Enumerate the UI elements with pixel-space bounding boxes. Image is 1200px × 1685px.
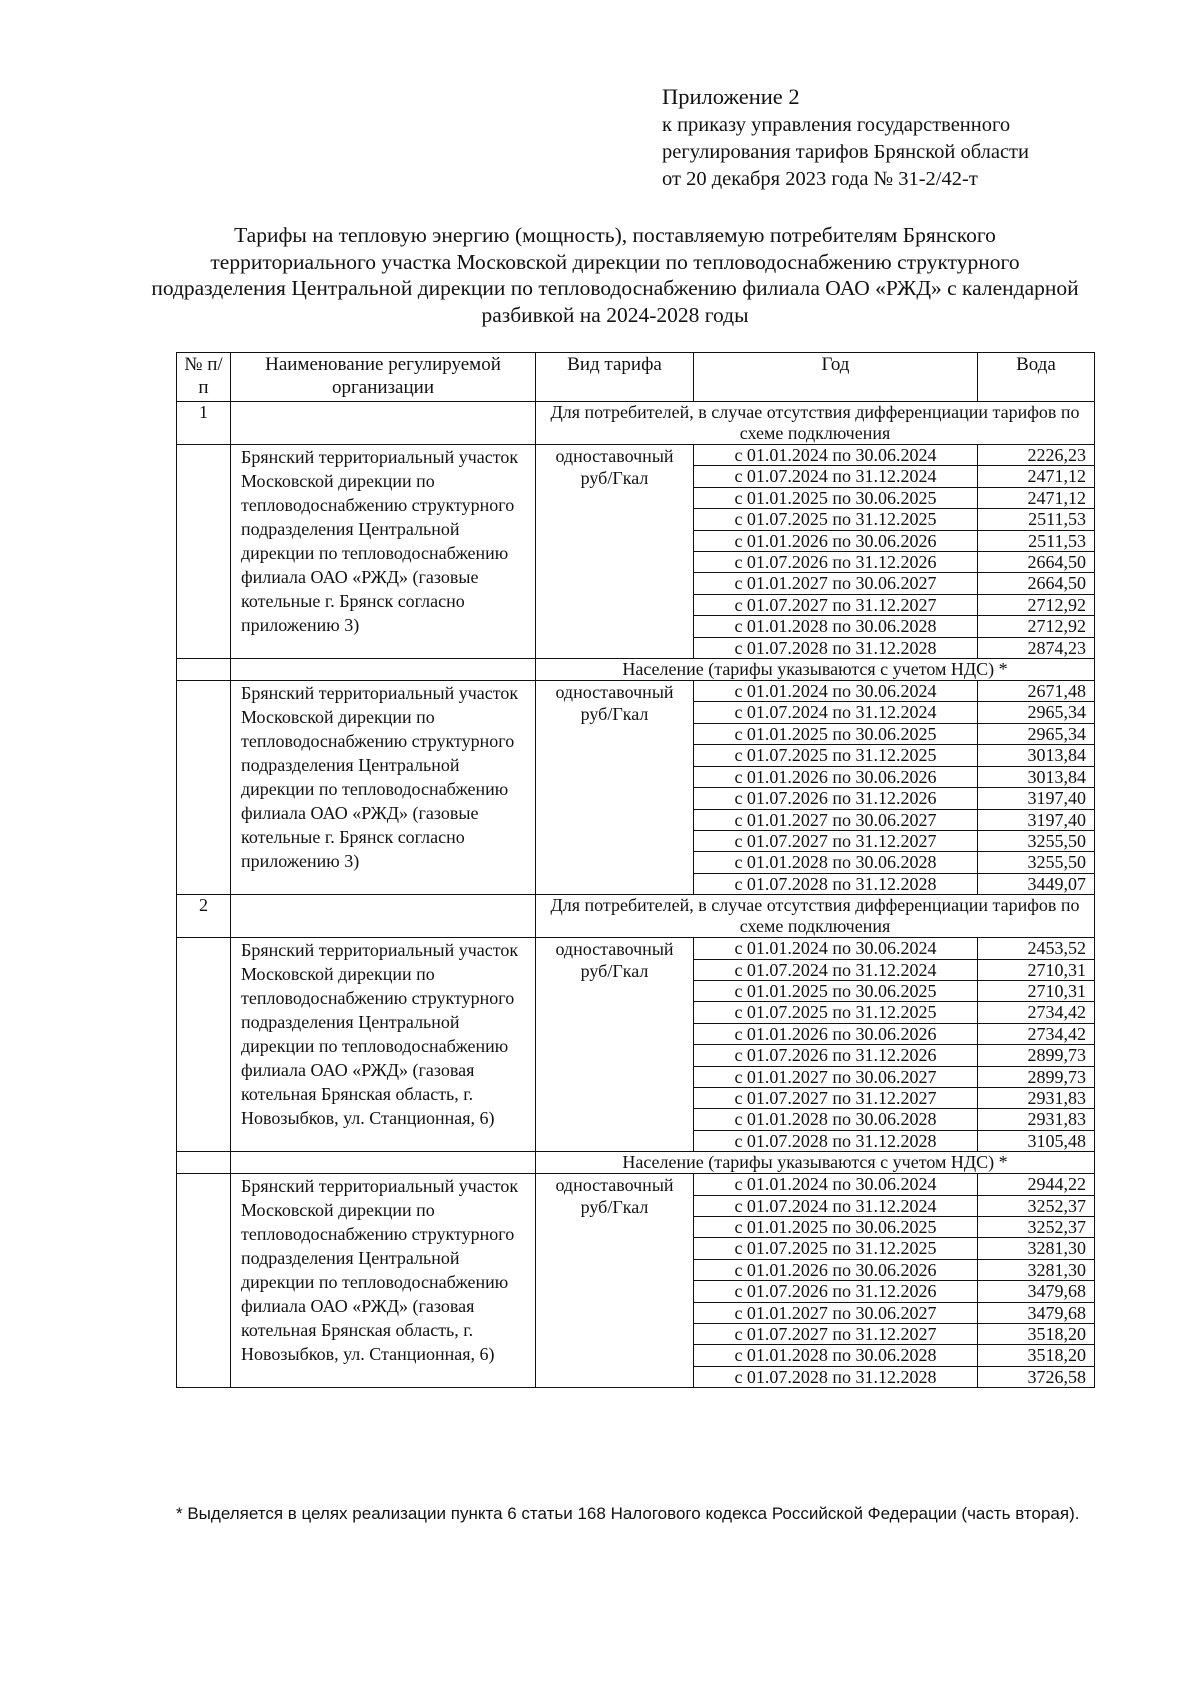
appendix-block	[662, 82, 1029, 193]
tariff-value: 3479,68	[978, 1281, 1095, 1302]
group-number: 1	[177, 402, 231, 445]
tariff-value: 2965,34	[978, 702, 1095, 723]
tariff-value: 3518,20	[978, 1324, 1095, 1345]
row-num-cell	[177, 681, 231, 895]
tariff-period: с 01.01.2027 по 30.06.2027	[694, 1066, 978, 1087]
tariff-value: 2453,52	[978, 938, 1095, 959]
document-title: Тарифы на тепловую энергию (мощность), поставляемую потребителям Брянского территориального участка Московской дирекции по тепловодоснабжению структурного подразделения Центральной дирекции по тепловодоснабжению филиала ОАО «РЖД» с календарной разбивкой на 2024-2028 годы	[151, 223, 1079, 327]
tariff-value: 3281,30	[978, 1238, 1095, 1259]
tariff-value: 2511,53	[978, 509, 1095, 530]
tariff-period: с 01.01.2026 по 30.06.2026	[694, 1259, 978, 1280]
tariff-type: одноставочный руб/Гкал	[536, 1174, 694, 1388]
tariff-value: 3255,50	[978, 830, 1095, 851]
tariff-type: одноставочный руб/Гкал	[536, 445, 694, 659]
tariff-period: с 01.01.2028 по 30.06.2028	[694, 852, 978, 873]
tariff-period: с 01.07.2025 по 31.12.2025	[694, 1238, 978, 1259]
tariff-value: 3726,58	[978, 1366, 1095, 1387]
tariff-type: одноставочный руб/Гкал	[536, 938, 694, 1152]
tariff-value: 2874,23	[978, 637, 1095, 658]
tariff-value: 3479,68	[978, 1302, 1095, 1323]
tariff-value: 3255,50	[978, 852, 1095, 873]
organization-name: Брянский территориальный участок Московской дирекции по тепловодоснабжению структурного подразделения Центральной дирекции по тепловодоснабжению филиала ОАО «РЖД» (газовые котельные г. Брянск согласно приложению 3)	[231, 681, 536, 895]
tariff-period: с 01.01.2027 по 30.06.2027	[694, 1302, 978, 1323]
tariff-period: с 01.07.2026 по 31.12.2026	[694, 788, 978, 809]
tariff-period: с 01.01.2028 по 30.06.2028	[694, 616, 978, 637]
tariff-period: с 01.01.2026 по 30.06.2026	[694, 530, 978, 551]
tariff-value: 2511,53	[978, 530, 1095, 551]
tariff-value: 2226,23	[978, 445, 1095, 466]
tariff-period: с 01.07.2028 по 31.12.2028	[694, 1366, 978, 1387]
tariff-period: с 01.01.2024 по 30.06.2024	[694, 681, 978, 702]
tariff-period: с 01.07.2026 по 31.12.2026	[694, 1281, 978, 1302]
tariff-value: 2734,42	[978, 1023, 1095, 1044]
footnote: * Выделяется в целях реализации пункта 6 статьи 168 Налогового кодекса Российской Федерации (часть вторая).	[176, 1504, 1080, 1523]
group-heading: Для потребителей, в случае отсутствия дифференциации тарифов по схеме подключения	[536, 895, 1095, 938]
tariff-period: с 01.07.2028 по 31.12.2028	[694, 637, 978, 658]
group-blank-cell	[231, 895, 536, 938]
tariff-period: с 01.07.2024 по 31.12.2024	[694, 702, 978, 723]
tariff-value: 2899,73	[978, 1066, 1095, 1087]
group-number: 2	[177, 895, 231, 938]
row-num-cell	[177, 1174, 231, 1388]
header-year: Год	[694, 353, 978, 402]
tariff-value: 2931,83	[978, 1087, 1095, 1108]
header-org: Наименование регулируемой организации	[231, 353, 536, 402]
header-tariff-type: Вид тарифа	[536, 353, 694, 402]
tariff-value: 3518,20	[978, 1345, 1095, 1366]
tariff-value: 2931,83	[978, 1109, 1095, 1130]
tariff-period: с 01.07.2024 по 31.12.2024	[694, 466, 978, 487]
header-num: № п/п	[177, 353, 231, 402]
row-num-cell	[177, 938, 231, 1152]
tariff-period: с 01.01.2027 по 30.06.2027	[694, 809, 978, 830]
tariff-period: с 01.01.2026 по 30.06.2026	[694, 1023, 978, 1044]
group-heading-row	[177, 659, 1095, 681]
tariff-value: 2671,48	[978, 681, 1095, 702]
tariff-value: 2471,12	[978, 466, 1095, 487]
tariff-value: 2712,92	[978, 616, 1095, 637]
table-body	[177, 402, 1095, 1388]
tariff-value: 2710,31	[978, 959, 1095, 980]
table-row	[177, 938, 1095, 959]
tariff-value: 2664,50	[978, 573, 1095, 594]
tariff-period: с 01.07.2025 по 31.12.2025	[694, 509, 978, 530]
tariff-value: 3013,84	[978, 766, 1095, 787]
tariff-value: 3252,37	[978, 1217, 1095, 1238]
tariff-period: с 01.07.2028 по 31.12.2028	[694, 873, 978, 894]
tariff-period: с 01.01.2028 по 30.06.2028	[694, 1345, 978, 1366]
group-blank-cell	[231, 659, 536, 681]
group-heading-row	[177, 402, 1095, 445]
group-heading: Население (тарифы указываются с учетом НДС) *	[536, 659, 1095, 681]
tariff-period: с 01.07.2024 по 31.12.2024	[694, 1195, 978, 1216]
tariff-period: с 01.07.2027 по 31.12.2027	[694, 594, 978, 615]
tariff-value: 3281,30	[978, 1259, 1095, 1280]
appendix-line: к приказу управления государственного	[662, 114, 1011, 136]
tariff-period: с 01.07.2025 по 31.12.2025	[694, 1002, 978, 1023]
header-water: Вода	[978, 353, 1095, 402]
organization-name: Брянский территориальный участок Московской дирекции по тепловодоснабжению структурного подразделения Центральной дирекции по тепловодоснабжению филиала ОАО «РЖД» (газовая котельная Брянская область, г. Новозыбков, ул. Станционная, 6)	[231, 938, 536, 1152]
row-num-cell	[177, 445, 231, 659]
tariff-period: с 01.07.2025 по 31.12.2025	[694, 745, 978, 766]
tariff-period: с 01.01.2025 по 30.06.2025	[694, 487, 978, 508]
tariff-value: 2664,50	[978, 552, 1095, 573]
tariff-period: с 01.07.2026 по 31.12.2026	[694, 1045, 978, 1066]
table-row	[177, 681, 1095, 702]
tariff-period: с 01.01.2028 по 30.06.2028	[694, 1109, 978, 1130]
appendix-title: Приложение 2	[662, 84, 800, 109]
tariff-period: с 01.07.2024 по 31.12.2024	[694, 959, 978, 980]
tariff-value: 2471,12	[978, 487, 1095, 508]
tariff-period: с 01.01.2026 по 30.06.2026	[694, 766, 978, 787]
tariff-value: 3013,84	[978, 745, 1095, 766]
tariff-period: с 01.01.2024 по 30.06.2024	[694, 938, 978, 959]
tariff-period: с 01.01.2025 по 30.06.2025	[694, 723, 978, 744]
tariff-value: 2734,42	[978, 1002, 1095, 1023]
table-row	[177, 1174, 1095, 1195]
table-row	[177, 445, 1095, 466]
tariff-value: 2965,34	[978, 723, 1095, 744]
group-number	[177, 1152, 231, 1174]
group-heading: Население (тарифы указываются с учетом НДС) *	[536, 1152, 1095, 1174]
tariff-value: 3105,48	[978, 1130, 1095, 1151]
table-header-row	[177, 353, 1095, 402]
group-number	[177, 659, 231, 681]
tariff-period: с 01.01.2024 по 30.06.2024	[694, 1174, 978, 1195]
tariff-period: с 01.07.2027 по 31.12.2027	[694, 1087, 978, 1108]
tariff-value: 2710,31	[978, 980, 1095, 1001]
tariff-period: с 01.07.2026 по 31.12.2026	[694, 552, 978, 573]
tariff-period: с 01.01.2024 по 30.06.2024	[694, 445, 978, 466]
group-blank-cell	[231, 1152, 536, 1174]
tariff-value: 3449,07	[978, 873, 1095, 894]
tariffs-table	[176, 352, 1095, 1388]
appendix-line: регулирования тарифов Брянской области	[662, 141, 1029, 163]
tariff-period: с 01.07.2027 по 31.12.2027	[694, 1324, 978, 1345]
tariff-period: с 01.07.2027 по 31.12.2027	[694, 830, 978, 851]
tariff-value: 2899,73	[978, 1045, 1095, 1066]
group-heading: Для потребителей, в случае отсутствия дифференциации тарифов по схеме подключения	[536, 402, 1095, 445]
appendix-line: от 20 декабря 2023 года № 31-2/42-т	[662, 168, 978, 190]
tariff-period: с 01.07.2028 по 31.12.2028	[694, 1130, 978, 1151]
group-heading-row	[177, 895, 1095, 938]
tariff-type: одноставочный руб/Гкал	[536, 681, 694, 895]
tariff-value: 2712,92	[978, 594, 1095, 615]
organization-name: Брянский территориальный участок Московской дирекции по тепловодоснабжению структурного подразделения Центральной дирекции по тепловодоснабжению филиала ОАО «РЖД» (газовые котельные г. Брянск согласно приложению 3)	[231, 445, 536, 659]
tariff-value: 3197,40	[978, 788, 1095, 809]
tariff-value: 3197,40	[978, 809, 1095, 830]
group-blank-cell	[231, 402, 536, 445]
tariff-value: 3252,37	[978, 1195, 1095, 1216]
tariff-period: с 01.01.2025 по 30.06.2025	[694, 980, 978, 1001]
tariff-period: с 01.01.2027 по 30.06.2027	[694, 573, 978, 594]
organization-name: Брянский территориальный участок Московской дирекции по тепловодоснабжению структурного подразделения Центральной дирекции по тепловодоснабжению филиала ОАО «РЖД» (газовая котельная Брянская область, г. Новозыбков, ул. Станционная, 6)	[231, 1174, 536, 1388]
tariff-period: с 01.01.2025 по 30.06.2025	[694, 1217, 978, 1238]
tariff-value: 2944,22	[978, 1174, 1095, 1195]
group-heading-row	[177, 1152, 1095, 1174]
